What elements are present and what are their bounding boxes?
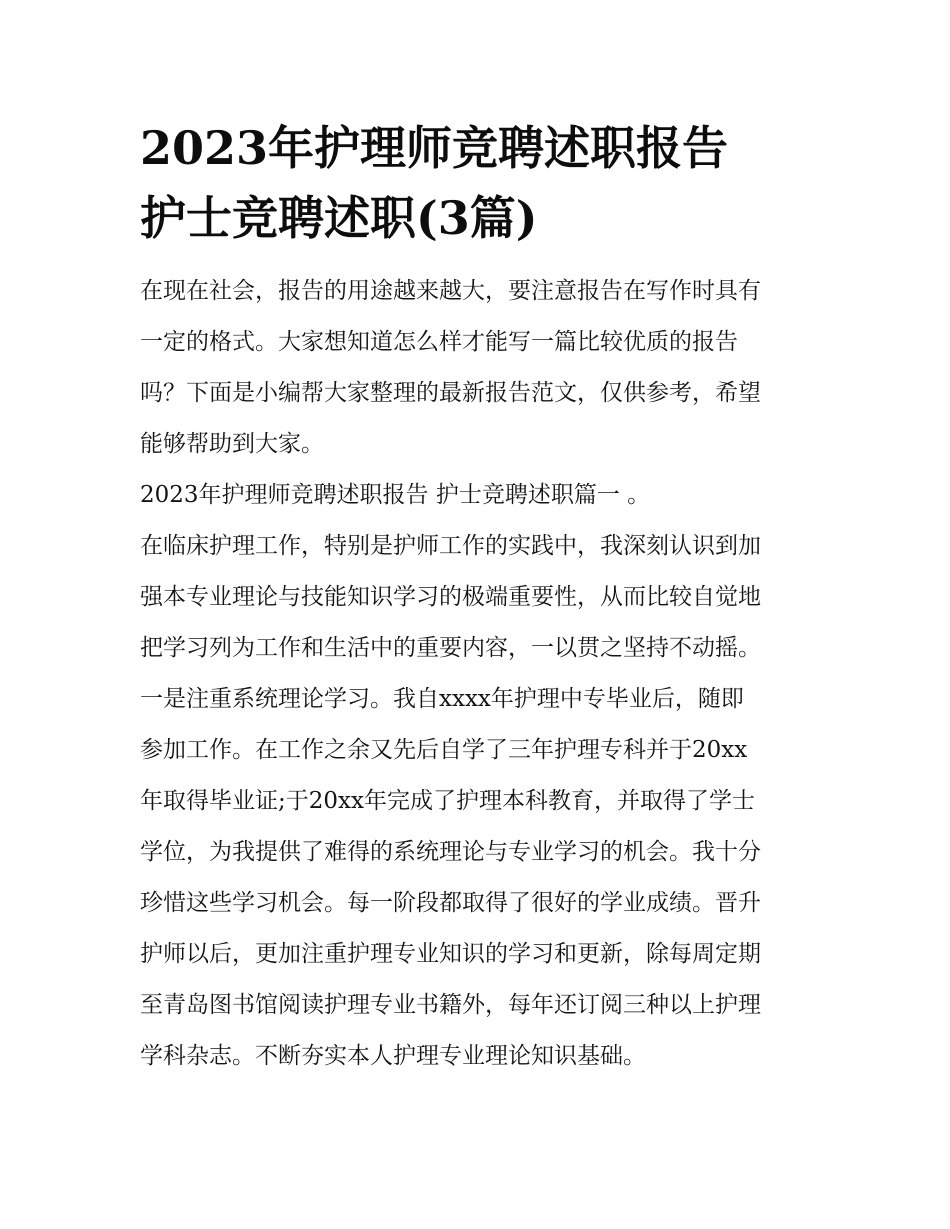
text-line: 至青岛图书馆阅读护理专业书籍外，每年还订阅三种以上护理: [140, 992, 761, 1018]
text-line: 学位，为我提供了难得的系统理论与专业学习的机会。我十分: [140, 839, 761, 865]
paragraph-intro: [140, 266, 820, 470]
text-line: 护师以后，更加注重护理专业知识的学习和更新，除每周定期: [140, 941, 761, 967]
document-body: [140, 118, 820, 1082]
text-line: 2023年护理师竞聘述职报告 护士竞聘述职篇一 。: [140, 482, 651, 508]
title-line-1: 2023年护理师竞聘述职报告: [140, 121, 729, 175]
text-line: 一是注重系统理论学习。我自xxxx年护理中专毕业后，随即: [140, 686, 744, 712]
section-heading: [140, 470, 820, 521]
text-line: 在现在社会，报告的用途越来越大，要注意报告在写作时具有: [140, 278, 761, 304]
text-line: 珍惜这些学习机会。每一阶段都取得了很好的学业成绩。晋升: [140, 890, 761, 916]
text-line: 把学习列为工作和生活中的重要内容，一以贯之坚持不动摇。: [140, 635, 761, 661]
text-line: 吗？下面是小编帮大家整理的最新报告范文，仅供参考，希望: [140, 380, 761, 406]
text-line: 一定的格式。大家想知道怎么样才能写一篇比较优质的报告: [140, 329, 738, 355]
paragraph-practice: [140, 521, 820, 674]
text-line: 能够帮助到大家。: [140, 431, 324, 457]
title-line-2: 护士竞聘述职(3篇): [140, 191, 538, 245]
text-line: 在临床护理工作，特别是护师工作的实践中，我深刻认识到加: [140, 533, 761, 559]
text-line: 强本专业理论与技能知识学习的极端重要性，从而比较自觉地: [140, 584, 761, 610]
paragraph-study: [140, 674, 820, 1082]
document-title: [140, 118, 820, 248]
text-line: 年取得毕业证;于20xx年完成了护理本科教育，并取得了学士: [140, 788, 755, 814]
text-line: 学科杂志。不断夯实本人护理专业理论知识基础。: [140, 1043, 646, 1069]
text-line: 参加工作。在工作之余又先后自学了三年护理专科并于20xx: [140, 737, 748, 763]
